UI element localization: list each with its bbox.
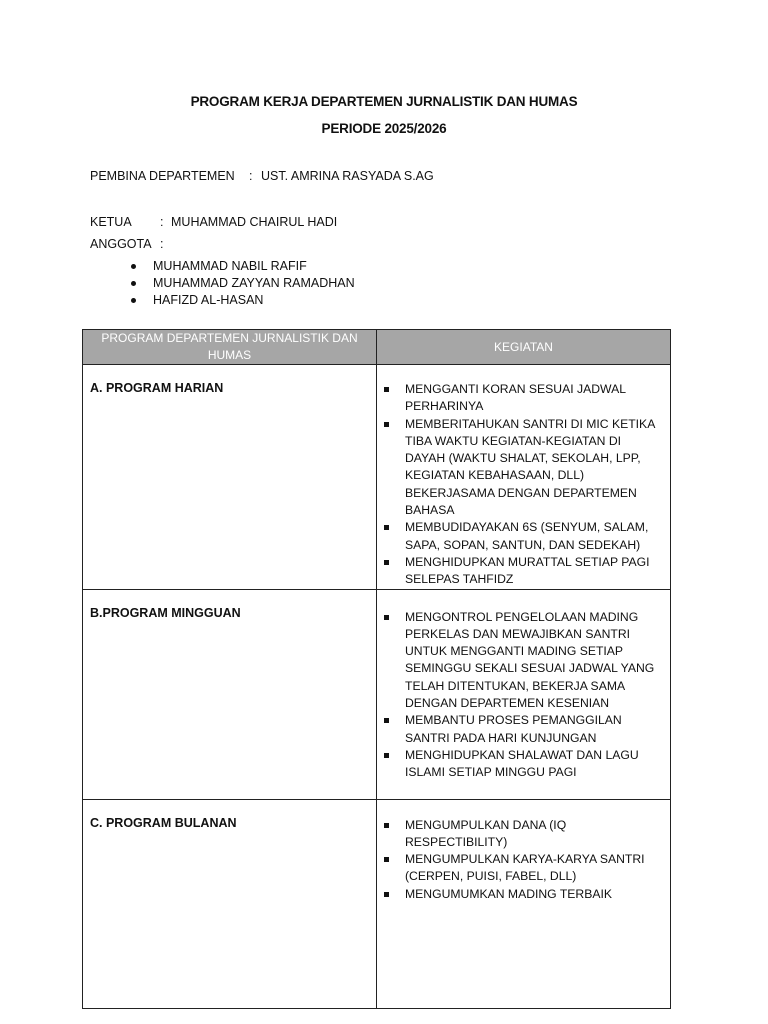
activity-list — [377, 365, 670, 589]
table-row — [83, 799, 671, 1008]
activity-text: MENGHIDUPKAN MURATTAL SETIAP PAGI SELEPAS TAHFIDZ — [405, 554, 650, 587]
activity-text: MEMBUDIDAYAKAN 6S (SENYUM, SALAM, SAPA, SOPAN, SANTUN, DAN SEDEKAH) — [405, 520, 649, 552]
activity-item — [405, 851, 660, 886]
bullet-icon — [131, 281, 136, 286]
ketua-separator: : — [160, 215, 164, 229]
program-name: B.PROGRAM MINGGUAN — [90, 605, 241, 620]
anggota-separator: : — [160, 237, 164, 251]
activity-item — [405, 381, 660, 416]
activity-list — [377, 590, 670, 782]
square-bullet-icon — [384, 753, 389, 758]
square-bullet-icon — [384, 892, 389, 897]
square-bullet-icon — [384, 823, 389, 828]
activity-item — [405, 519, 660, 554]
activity-item — [405, 712, 660, 747]
anggota-label: ANGGOTA — [90, 237, 152, 251]
square-bullet-icon — [384, 615, 389, 620]
table-header-row — [83, 330, 671, 365]
header-program: PROGRAM DEPARTEMEN JURNALISTIK DAN HUMAS — [83, 330, 377, 365]
pembina-separator: : — [249, 169, 253, 183]
program-cell — [83, 799, 377, 1008]
program-cell — [83, 365, 377, 590]
square-bullet-icon — [384, 387, 389, 392]
square-bullet-icon — [384, 857, 389, 862]
activity-item — [405, 747, 660, 782]
activity-item — [405, 416, 660, 520]
program-name: A. PROGRAM HARIAN — [90, 381, 224, 395]
member-item — [128, 259, 355, 276]
activities-cell — [377, 589, 671, 799]
activity-item — [405, 817, 660, 852]
member-item — [128, 293, 355, 310]
activity-text: MEMBANTU PROSES PEMANGGILAN SANTRI PADA HARI KUNJUNGAN — [405, 713, 622, 745]
member-name: HAFIZD AL-HASAN — [153, 293, 264, 307]
activity-text: MENGUMPULKAN DANA (IQ RESPECTIBILITY) — [405, 817, 567, 849]
program-name: C. PROGRAM BULANAN — [90, 815, 237, 830]
bullet-icon — [131, 298, 136, 303]
member-list — [128, 259, 355, 310]
ketua-value: MUHAMMAD CHAIRUL HADI — [171, 215, 338, 229]
header-kegiatan: KEGIATAN — [377, 330, 671, 365]
activities-cell — [377, 365, 671, 590]
table-row — [83, 589, 671, 799]
document-period: PERIODE 2025/2026 — [321, 121, 447, 136]
activity-text: MENGUMUMKAN MADING TERBAIK — [405, 886, 612, 901]
activity-text: MENGGANTI KORAN SESUAI JADWAL PERHARINYA — [405, 382, 626, 414]
activity-item — [405, 554, 660, 589]
program-cell — [83, 589, 377, 799]
activity-item — [405, 886, 660, 903]
member-name: MUHAMMAD ZAYYAN RAMADHAN — [153, 276, 355, 290]
activity-text: MENGUMPULKAN KARYA-KARYA SANTRI (CERPEN, PUISI, FABEL, DLL) — [405, 852, 645, 884]
bullet-icon — [131, 264, 136, 269]
activities-cell — [377, 799, 671, 1008]
square-bullet-icon — [384, 718, 389, 723]
activity-text: MENGONTROL PENGELOLAAN MADING PERKELAS DAN MEWAJIBKAN SANTRI UNTUK MENGGANTI MADING SETIAP SEMINGGU SEKALI SESUAI JADWAL YANG TELAH DITENTUKAN, BEKERJA SAMA DENGAN DEPARTEMEN KESENIAN — [405, 609, 655, 711]
program-table — [82, 329, 671, 1009]
member-item — [128, 276, 355, 293]
pembina-label: PEMBINA DEPARTEMEN — [90, 169, 235, 183]
square-bullet-icon — [384, 560, 389, 565]
activity-text: MENGHIDUPKAN SHALAWAT DAN LAGU ISLAMI SETIAP MINGGU PAGI — [405, 747, 639, 780]
document-title: PROGRAM KERJA DEPARTEMEN JURNALISTIK DAN HUMAS — [190, 94, 578, 109]
member-name: MUHAMMAD NABIL RAFIF — [153, 259, 307, 273]
activity-list — [377, 800, 670, 903]
ketua-label: KETUA — [90, 215, 132, 229]
table-row — [83, 365, 671, 590]
activity-text: MEMBERITAHUKAN SANTRI DI MIC KETIKA TIBA WAKTU KEGIATAN-KEGIATAN DI DAYAH (WAKTU SHALAT, SEKOLAH, LPP, KEGIATAN KEBAHASAAN, DLL) BEKERJASAMA DENGAN DEPARTEMEN BAHASA — [405, 416, 655, 518]
activity-item — [405, 609, 660, 713]
square-bullet-icon — [384, 525, 389, 530]
square-bullet-icon — [384, 422, 389, 427]
pembina-value: UST. AMRINA RASYADA S.AG — [261, 169, 434, 183]
